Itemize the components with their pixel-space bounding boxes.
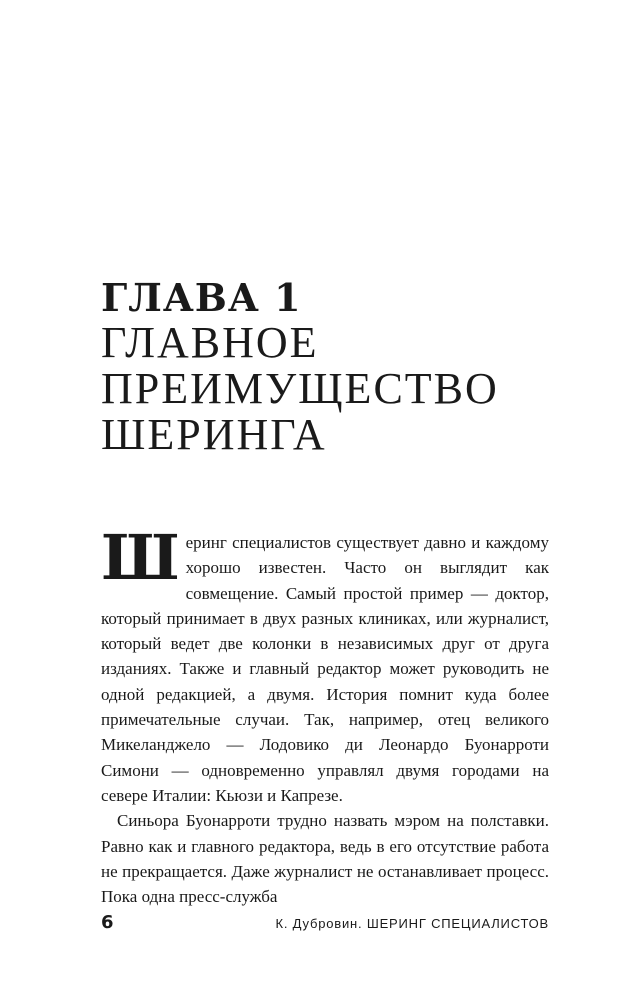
chapter-title bbox=[101, 320, 571, 458]
page-footer bbox=[101, 912, 549, 936]
chapter-heading bbox=[101, 275, 571, 487]
chapter-label: ГЛАВА 1 bbox=[101, 275, 302, 320]
chapter-title-line-2: ПРЕИМУЩЕСТВО bbox=[101, 364, 499, 413]
body-text bbox=[101, 521, 549, 909]
chapter-title-line-1: ГЛАВНОЕ bbox=[101, 318, 319, 367]
paragraph-1-text: еринг специалистов существует давно и каждому хорошо известен. Часто он выглядит как совмещение. Самый простой пример — доктор, который принимает в двух разных клиниках, или журналист, который ведет две колонки в независимых друг от друга изданиях. Также и главный редактор может руководить не одной редакцией, а двумя. История помнит куда более примечательные случаи. Так, например, отец великого Микеланджело — Лодовико ди Леонардо Буонарроти Симони — одновременно управлял двумя городами на севере Италии: Кьюзи и Капрезе. bbox=[101, 533, 549, 805]
page-number: 6 bbox=[101, 912, 114, 933]
running-head: К. Дубровин. ШЕРИНГ СПЕЦИАЛИСТОВ bbox=[275, 916, 549, 931]
paragraph-2: Синьора Буонарроти трудно назвать мэром на полставки. Равно как и главного редактора, ведь в его отсутствие работа не прекращается. Даже журналист не останавливает процесс. Пока одна пресс-служба bbox=[101, 811, 549, 907]
chapter-title-line-3: ШЕРИНГА bbox=[101, 410, 327, 459]
paragraph-1 bbox=[101, 521, 549, 808]
drop-cap: Ш bbox=[101, 521, 180, 594]
